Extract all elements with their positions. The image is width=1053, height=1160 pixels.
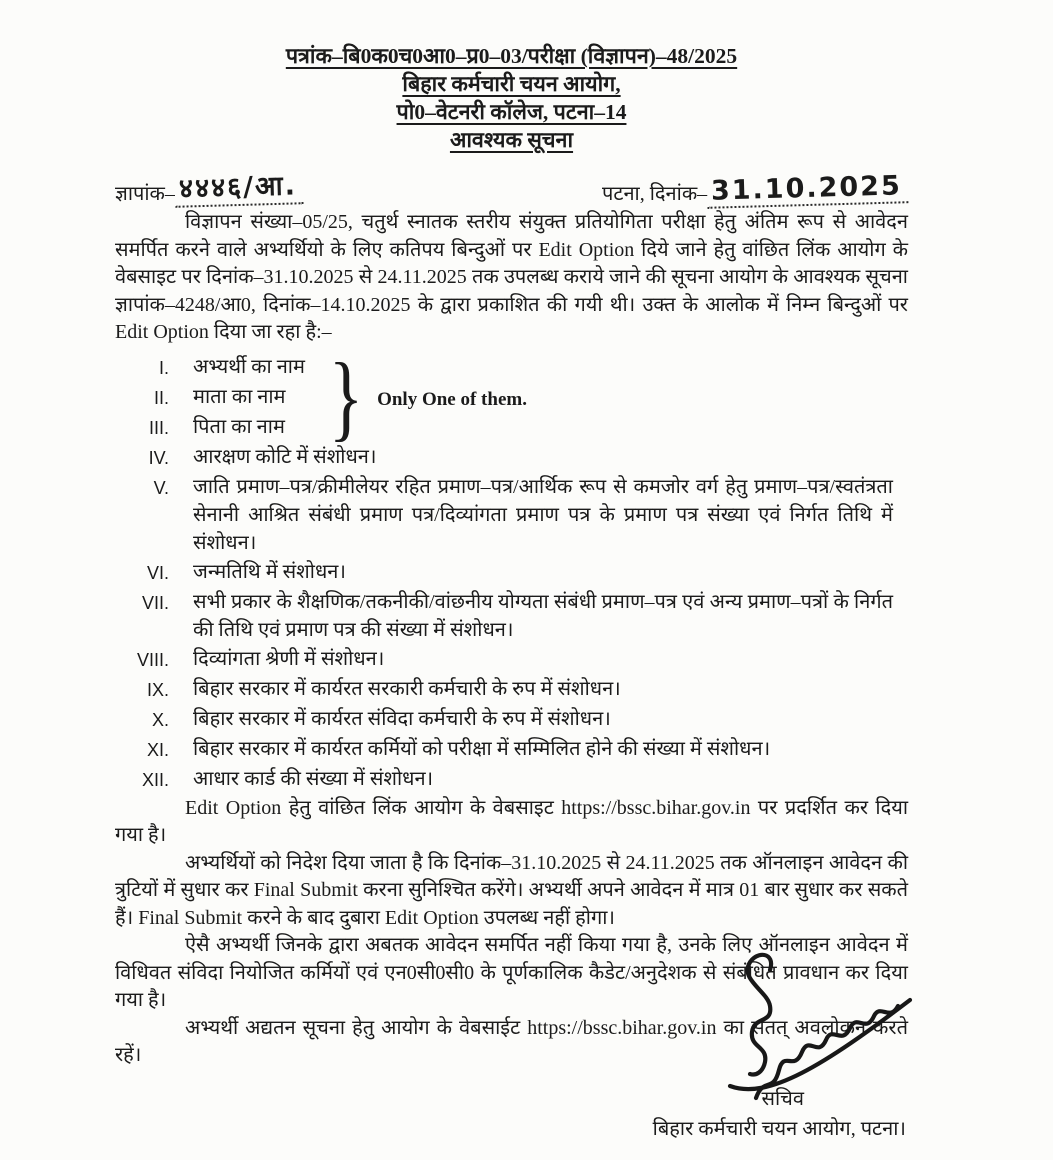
- edit-points-list: [115, 342, 908, 794]
- list-item-text: अभ्यर्थी का नाम: [193, 355, 305, 378]
- org-address-text: पो0–वेटनरी कॉलेज, पटना–14: [396, 100, 627, 124]
- list-item-number: VII.: [141, 592, 169, 613]
- memo-number-group: [115, 167, 303, 206]
- paragraph-link-published: Edit Option हेतु वांछित लिंक आयोग के वेबसाइट https://bssc.bihar.gov.in पर प्रदर्शित कर दिया गया है।: [115, 796, 908, 846]
- list-item-number: X.: [151, 709, 169, 730]
- list-item-number: II.: [153, 387, 169, 408]
- list-item: [115, 473, 908, 557]
- list-item-number: XI.: [146, 739, 169, 760]
- org-name-text: बिहार कर्मचारी चयन आयोग,: [402, 72, 621, 96]
- list-item-text: आरक्षण कोटि में संशोधन।: [193, 445, 377, 468]
- list-item-number: IX.: [146, 679, 169, 700]
- list-item-text: बिहार सरकार में कार्यरत संविदा कर्मचारी के रुप में संशोधन।: [193, 707, 611, 730]
- list-item: [115, 558, 908, 587]
- list-item: [115, 735, 908, 764]
- list-item-number: IV.: [148, 447, 169, 468]
- paragraph-new-applicants: ऐसै अभ्यर्थी जिनके द्वारा अबतक आवेदन समर्पित नहीं किया गया है, उनके लिए ऑनलाइन आवेदन में विधिवत संविदा नियोजित कर्मियों एवं एन0सी0सी0 के पूर्णकालिक कैडेट/अनुदेशक से संबंधित प्रावधान कर दिया गया है।: [115, 934, 908, 1011]
- list-item: [115, 645, 908, 674]
- signatory-title: सचिव: [761, 1087, 804, 1110]
- memo-label: ज्ञापांक–: [115, 183, 175, 205]
- paragraph-final-submit: अभ्यर्थियों को निदेश दिया जाता है कि दिनांक–31.10.2025 से 24.11.2025 तक ऑनलाइन आवेदन की त्रुटियों में सुधार कर Final Submit करना सुनिश्चित करेंगे। अभ्यर्थी अपने आवेदन में मात्र 01 बार सुधार कर सकते हैं। Final Submit करने के बाद दुबारा Edit Option उपलब्ध नहीं होगा।: [115, 851, 908, 929]
- list-item-text: बिहार सरकार में कार्यरत कर्मियों को परीक्षा में सम्मिलित होने की संख्या में संशोधन।: [193, 737, 771, 760]
- list-item: [115, 675, 908, 704]
- brace-note-group: [323, 342, 527, 450]
- list-item: [115, 588, 908, 644]
- place-date-label: पटना, दिनांक–: [602, 183, 708, 205]
- list-item-text: सभी प्रकार के शैक्षणिक/तकनीकी/वांछनीय योग्यता संबंधी प्रमाण–पत्र एवं अन्य प्रमाण–पत्रों के निर्गत की तिथि एवं प्रमाण पत्र की संख्या में संशोधन।: [193, 590, 893, 641]
- curly-brace: }: [328, 342, 364, 450]
- letter-ref-line: [115, 42, 908, 70]
- notice-content: [115, 42, 908, 1144]
- date-handwritten: 31.10.2025: [707, 170, 909, 209]
- list-item-text: बिहार सरकार में कार्यरत सरकारी कर्मचारी के रुप में संशोधन।: [193, 677, 621, 700]
- list-item-text: पिता का नाम: [193, 415, 285, 438]
- list-item-number: XII.: [141, 769, 169, 790]
- org-address-line: [115, 98, 908, 126]
- letter-ref-text: पत्रांक–बि0क0च0आ0–प्र0–03/परीक्षा (विज्ञापन)–48/2025: [285, 44, 738, 68]
- list-item-number: VI.: [146, 562, 169, 583]
- notice-title-text: आवश्यक सूचना: [449, 128, 574, 152]
- list-item-text: माता का नाम: [193, 385, 286, 408]
- list-item-number: VIII.: [136, 649, 169, 670]
- list-item-text: जन्मतिथि में संशोधन।: [193, 560, 346, 583]
- notice-title: [115, 126, 908, 154]
- memo-date-row: [115, 164, 908, 206]
- paragraph-keep-watching: अभ्यर्थी अद्यतन सूचना हेतु आयोग के वेबसाईट https://bssc.bihar.gov.in का सतत् अवलोकन करते रहें।: [115, 1016, 908, 1066]
- list-item-number: III.: [148, 417, 169, 438]
- list-item-text: दिव्यांगता श्रेणी में संशोधन।: [193, 647, 385, 670]
- signature-block: [115, 1084, 908, 1144]
- list-item-number: I.: [158, 357, 169, 378]
- org-name-line: [115, 70, 908, 98]
- list-item: [115, 705, 908, 734]
- signatory-org: बिहार कर्मचारी चयन आयोग, पटना।: [652, 1117, 906, 1140]
- list-item-number: V.: [153, 477, 169, 498]
- list-item-text: जाति प्रमाण–पत्र/क्रीमीलेयर रहित प्रमाण–पत्र/आर्थिक रूप से कमजोर वर्ग हेतु प्रमाण–पत्र/स्वतंत्रता सेनानी आश्रित संबंधी प्रमाण पत्र/दिव्यांगता प्रमाण पत्र के प्रमाण पत्र संख्या एवं निर्गत तिथि में संशोधन।: [193, 475, 893, 554]
- memo-number-handwritten: ४४४६/आ.: [174, 165, 303, 208]
- paragraph-intro: विज्ञापन संख्या–05/25, चतुर्थ स्नातक स्तरीय संयुक्त प्रतियोगिता परीक्षा हेतु अंतिम रूप से आवेदन समर्पित करने वाले अभ्यर्थियो के लिए कतिपय बिन्दुओं पर Edit Option दिये जाने हेतु वांछित लिंक आयोग के वेबसाइट पर दिनांक–31.10.2025 से 24.11.2025 तक उपलब्ध कराये जाने की सूचना आयोग के आवश्यक सूचना ज्ञापांक–4248/आ0, दिनांक–14.10.2025 के द्वारा प्रकाशित की गयी थी। उक्त के आलोक में निम्न बिन्दुओं पर Edit Option दिया जा रहा है:–: [115, 211, 908, 343]
- list-item-text: आधार कार्ड की संख्या में संशोधन।: [193, 767, 434, 790]
- list-item: [115, 765, 908, 794]
- place-date-group: [602, 170, 908, 207]
- brace-note-text: Only One of them.: [377, 388, 527, 410]
